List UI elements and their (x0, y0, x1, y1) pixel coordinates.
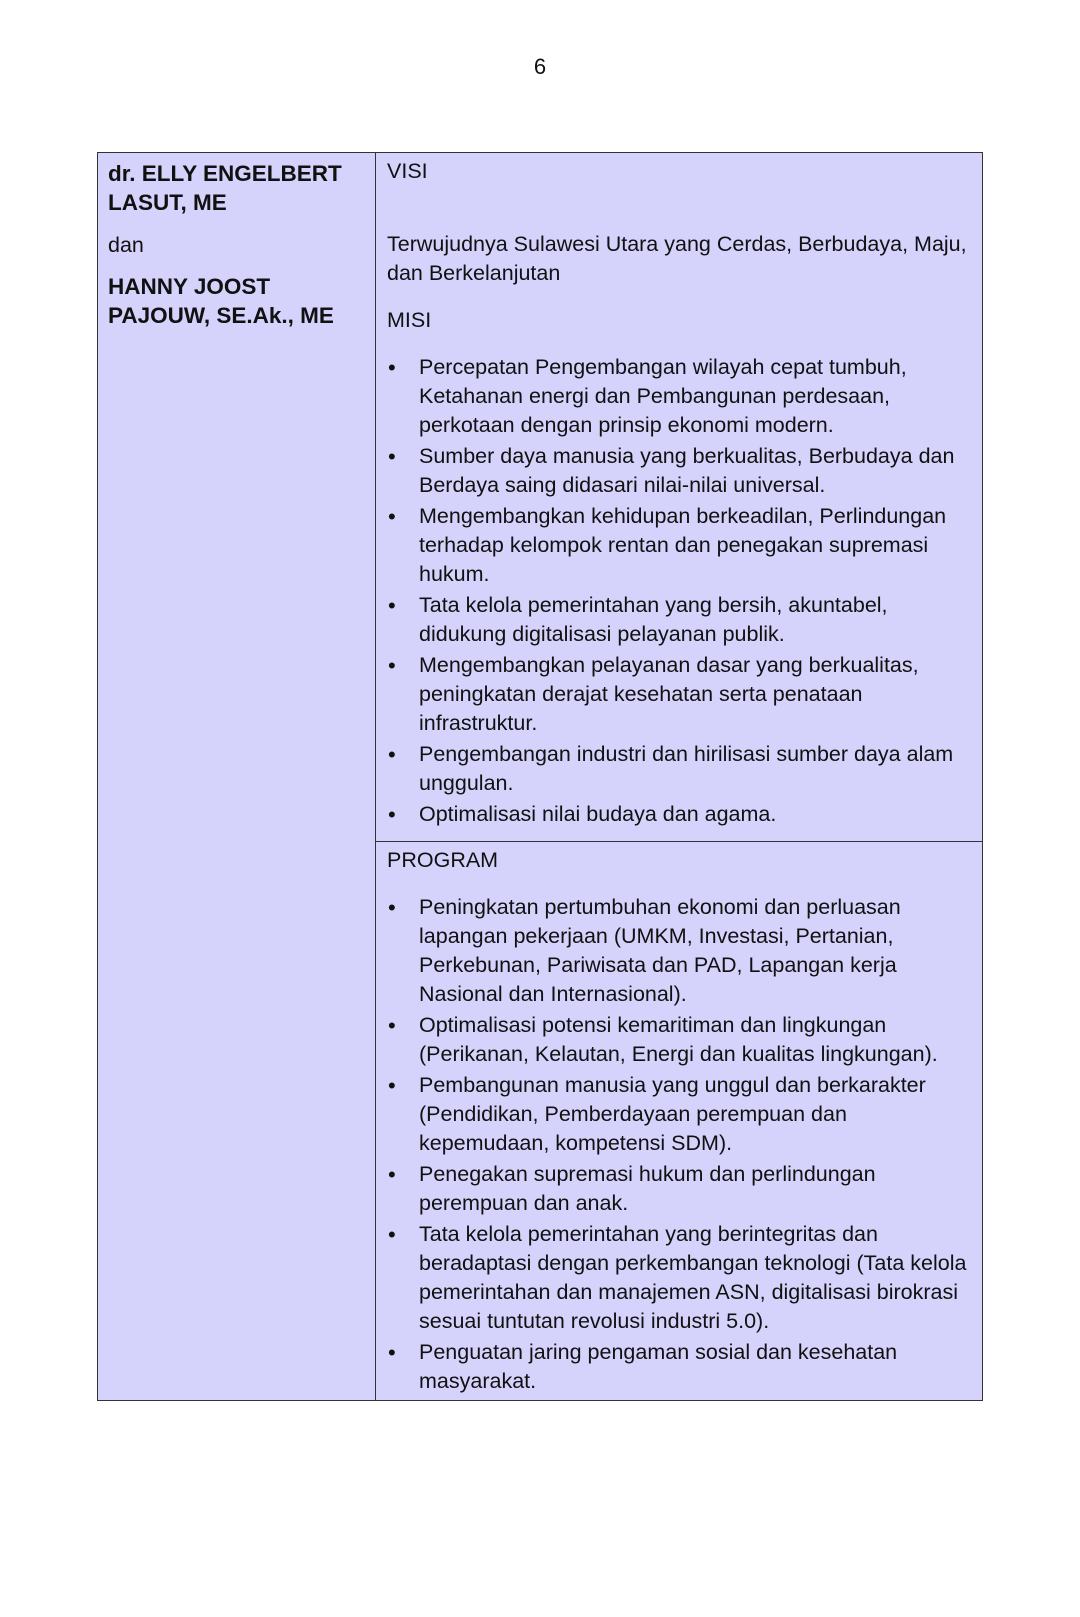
list-item (387, 651, 970, 738)
program-item-text: Peningkatan pertumbuhan ekonomi dan perluasan lapangan pekerjaan (UMKM, Investasi, Pertanian, Perkebunan, Pariwisata dan PAD, Lapangan kerja Nasional dan Internasional). (419, 895, 901, 1006)
list-item (387, 591, 970, 649)
bullet-icon: • (388, 1222, 396, 1247)
program-heading: PROGRAM (387, 848, 499, 872)
bullet-icon: • (388, 1162, 396, 1187)
bullet-icon: • (388, 593, 396, 618)
page-number: 6 (533, 54, 547, 79)
list-item (387, 1220, 970, 1336)
list-item (387, 1160, 970, 1218)
bullet-icon: • (388, 1340, 396, 1365)
program-list (387, 893, 970, 1396)
misi-item-text: Mengembangkan kehidupan berkeadilan, Perlindungan terhadap kelompok rentan dan penegakan supremasi hukum. (419, 504, 947, 586)
program-item-text: Optimalisasi potensi kemaritiman dan lingkungan (Perikanan, Kelautan, Energi dan kualitas lingkungan). (419, 1013, 938, 1066)
program-cell (376, 842, 983, 1401)
candidate-table (97, 152, 983, 1401)
misi-item-text: Percepatan Pengembangan wilayah cepat tumbuh, Ketahanan energi dan Pembangunan perdesaan, perkotaan dengan prinsip ekonomi modern. (419, 355, 907, 437)
candidate-name-2: HANNY JOOST PAJOUW, SE.Ak., ME (108, 274, 334, 328)
bullet-icon: • (388, 355, 396, 380)
program-item-text: Penguatan jaring pengaman sosial dan kesehatan masyarakat. (419, 1340, 898, 1393)
bullet-icon: • (388, 504, 396, 529)
bullet-icon: • (388, 1073, 396, 1098)
bullet-icon: • (388, 444, 396, 469)
program-item-text: Penegakan supremasi hukum dan perlindungan perempuan dan anak. (419, 1162, 876, 1215)
misi-item-text: Sumber daya manusia yang berkualitas, Berbudaya dan Berdaya saing didasari nilai-nilai universal. (419, 444, 955, 497)
misi-list (387, 353, 970, 829)
list-item (387, 1011, 970, 1069)
misi-item-text: Tata kelola pemerintahan yang bersih, akuntabel, didukung digitalisasi pelayanan publik. (419, 593, 888, 646)
candidate-conjunction: dan (108, 233, 144, 257)
list-item (387, 502, 970, 589)
list-item (387, 893, 970, 1009)
bullet-icon: • (388, 895, 396, 920)
list-item (387, 740, 970, 798)
list-item (387, 442, 970, 500)
table-row (98, 153, 983, 842)
misi-item-text: Pengembangan industri dan hirilisasi sumber daya alam unggulan. (419, 742, 954, 795)
bullet-icon: • (388, 742, 396, 767)
bullet-icon: • (388, 653, 396, 678)
list-item (387, 1338, 970, 1396)
bullet-icon: • (388, 802, 396, 827)
candidate-name-1: dr. ELLY ENGELBERT LASUT, ME (108, 161, 342, 215)
misi-item-text: Mengembangkan pelayanan dasar yang berkualitas, peningkatan derajat kesehatan serta penataan infrastruktur. (419, 653, 919, 735)
visi-text: Terwujudnya Sulawesi Utara yang Cerdas, Berbudaya, Maju, dan Berkelanjutan (387, 232, 967, 285)
list-item (387, 800, 970, 829)
misi-item-text: Optimalisasi nilai budaya dan agama. (419, 802, 777, 826)
program-item-text: Pembangunan manusia yang unggul dan berkarakter (Pendidikan, Pemberdayaan perempuan dan kepemudaan, kompetensi SDM). (419, 1073, 926, 1155)
visi-misi-cell (376, 153, 983, 842)
visi-heading: VISI (387, 159, 428, 183)
program-item-text: Tata kelola pemerintahan yang berintegritas dan beradaptasi dengan perkembangan teknologi (Tata kelola pemerintahan dan manajemen ASN, digitalisasi birokrasi sesuai tuntutan revolusi industri 5.0). (419, 1222, 967, 1333)
list-item (387, 353, 970, 440)
list-item (387, 1071, 970, 1158)
bullet-icon: • (388, 1013, 396, 1038)
misi-heading: MISI (387, 308, 432, 332)
candidate-cell (98, 153, 376, 1401)
